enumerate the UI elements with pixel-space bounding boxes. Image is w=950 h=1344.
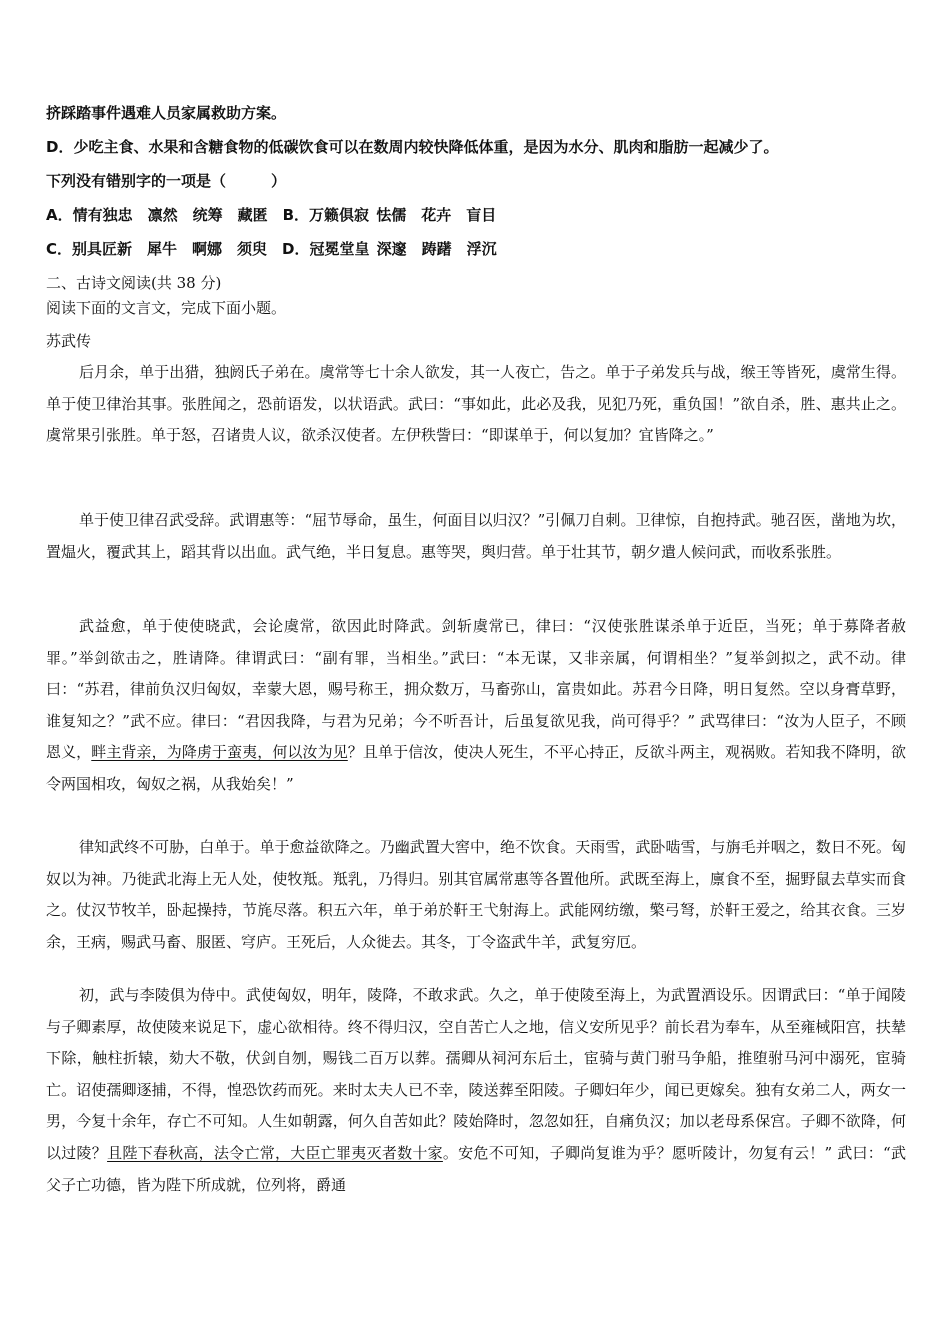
options-c-d: C．别具匠新 犀牛 啊娜 须臾 D．冠冕堂皇 深邃 踌躇 浮沉: [46, 240, 497, 258]
option-d: D．少吃主食、水果和含糖食物的低碳饮食可以在数周内较快降低体重，是因为水分、肌肉和脂肪一起减少了。: [46, 138, 779, 156]
paragraph-3: [46, 611, 906, 801]
instruction: 阅读下面的文言文，完成下面小题。: [46, 299, 287, 317]
paragraph-3-text-end: ？且单于信汝，使决人死生，不平心持正，反欲斗两主，观祸败。若知我不降明，欲令两国相攻，匈奴之祸，从我始矣！”: [46, 743, 906, 793]
paragraph-5-text: 初，武与李陵俱为侍中。武使匈奴，明年，陵降，不敢求武。久之，单于使陵至海上，为武置酒设乐。因谓武曰：“单于闻陵与子卿素厚，故使陵来说足下，虚心欲相待。终不得归汉，空自苦亡人之地，信义安所见乎？前长君为奉车，从至雍棫阳宫，扶辇下除，触柱折辕，劾大不敬，伏剑自刎，赐钱二百万以葬。孺卿从祠河东后土，宦骑与黄门驸马争船，推堕驸马河中溺死，宦骑亡。诏使孺卿逐捕，不得，惶恐饮药而死。来时太夫人已不幸，陵送葬至阳陵。子卿妇年少，闻已更嫁矣。独有女弟二人，两女一男，今复十余年，存亡不可知。人生如朝露，何久自苦如此？陵始降时，忽忽如狂，自痛负汉；加以老母系保宫。子卿不欲降，何以过陵？: [46, 986, 906, 1162]
paragraph-1: 后月余，单于出猎，独阏氏子弟在。虞常等七十余人欲发，其一人夜亡，告之。单于子弟发兵与战，缑王等皆死，虞常生得。单于使卫律治其事。张胜闻之，恐前语发，以状语武。武曰：“事如此，此必及我，见犯乃死，重负国！”欲自杀，胜、惠共止之。虞常果引张胜。单于怒，召诸贵人议，欲杀汉使者。左伊秩訾曰：“即谋单于，何以复加？宜皆降之。”: [46, 363, 906, 445]
paragraph-5-text-end: 。安危不可知，子卿尚复谁为乎？愿听陵计，勿复有云！” 武曰：“武父子亡功德，皆为陛下所成就，位列将，爵通: [46, 1143, 906, 1194]
options-a-b: A．情有独忠 凛然 统筹 藏匿 B．万籁俱寂 怯儒 花卉 盲目: [46, 206, 497, 224]
paragraph-3-text: 武益愈，单于使使晓武，会论虞常，欲因此时降武。剑斩虞常已，律曰：“汉使张胜谋杀单于近臣，当死；单于募降者赦罪。”举剑欲击之，胜请降。律谓武曰：“副有罪，当相坐。”武曰：“本无谋，又非亲属，何谓相坐？”复举剑拟之，武不动。律曰：“苏君，律前负汉归匈奴，幸蒙大恩，赐号称王，拥众数万，马畜弥山，富贵如此。苏君今日降，明日复然。空以身膏草野，谁复知之？”武不应。律曰：“君因我降，与君为兄弟；今不听吾计，后虽复欲见我，尚可得乎？” 武骂律曰：“汝为人臣子，不顾恩义，: [46, 617, 906, 762]
underlined-sentence-2: 且陛下春秋高，法令亡常，大臣亡罪夷灭者数十家: [107, 1143, 443, 1162]
passage-title: 苏武传: [46, 332, 92, 350]
question-line: 挤踩踏事件遇难人员家属救助方案。: [46, 104, 287, 122]
underlined-sentence-1: 畔主背亲，为降虏于蛮夷，何以汝为见: [91, 743, 348, 762]
paragraph-2: 单于使卫律召武受辞。武谓惠等：“屈节辱命，虽生，何面目以归汉？”引佩刀自刺。卫律惊，自抱持武。驰召医，凿地为坎，置煴火，覆武其上，蹈其背以出血。武气绝，半日复息。惠等哭，舆归营。单于壮其节，朝夕遣人候问武，而收系张胜。: [46, 511, 906, 561]
question-stem: 下列没有错别字的一项是（ ）: [46, 172, 287, 190]
paragraph-5: [46, 980, 906, 1201]
section-heading: 二、古诗文阅读(共 38 分): [46, 274, 222, 292]
paragraph-4: 律知武终不可胁，白单于。单于愈益欲降之。乃幽武置大窖中，绝不饮食。天雨雪，武卧啮雪，与旃毛并咽之，数日不死。匈奴以为神。乃徙武北海上无人处，使牧羝。羝乳，乃得归。别其官属常惠等各置他所。武既至海上，廪食不至，掘野鼠去草实而食之。仗汉节牧羊，卧起操持，节旄尽落。积五六年，单于弟於靬王弋射海上。武能网纺缴，檠弓弩，於靬王爱之，给其衣食。三岁余，王病，赐武马畜、服匿、穹庐。王死后，人众徙去。其冬，丁令盗武牛羊，武复穷厄。: [46, 838, 906, 951]
